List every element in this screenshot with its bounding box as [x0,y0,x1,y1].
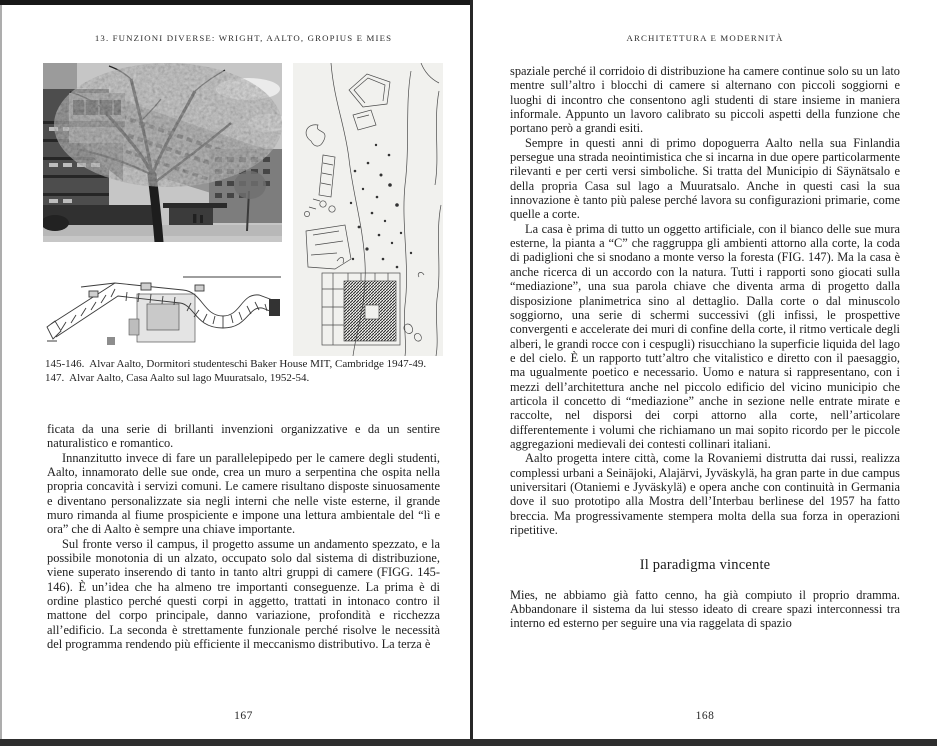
section-heading: Il paradigma vincente [639,557,771,574]
paragraph: Innanzitutto invece di fare un parallelepipedo per le camere degli studenti, Aalto, innamorato delle sue onde, crea un muro a serpentina che ospita nella propria concavità i servizi comuni. Le camere risultano disposte sinuosamente e diventano personalizzate sia negli interni che nelle viste esterne, il grande muro rimanda al fiume prospiciente e impone una lettura ambientale del “lì e ora” che di Aalto è sempre una chiave importante. [47,450,440,537]
page-number-right: 168 [695,710,715,722]
page-number-left: 167 [234,710,253,722]
figure-muuratsalo-site-plan [293,63,443,356]
caption-fig-147: 147. Alvar Aalto, Casa Aalto sul lago Muuratsalo, 1952-54. [45,371,310,384]
paragraph: ficata da una serie di brillanti invenzioni organizzative e da un sentire naturalistico e romantico. [47,422,440,451]
paragraph: spaziale perché il corridoio di distribuzione ha camere continue solo su un lato mentre sull’altro i blocchi di camere si alternano con piccoli soggiorni e luoghi di incontro che consentono agli studenti di stare insieme in maniera informale. Appunto un lavoro calibrato su piccoli aspetti della funzione che portano però a grandi esiti. [510,64,900,136]
paragraph: Aalto progetta intere città, come la Rovaniemi distrutta dai russi, realizza complessi urbani a Seinäjoki, Alajärvi, Jyväskylä, ha gran parte in due campus universitari (Otaniemi e Jyväskylä) e opera anche con continuità in Germania dove il suo prototipo alla Mostra dell’Interbau berlinese del 1957 ha fatto breccia. Ma progressivamente stempera molta della sua forza in operazioni ripetitive. [510,451,900,537]
paragraph: Sempre in questi anni di primo dopoguerra Aalto nella sua Finlandia persegue una strada neointimistica che si incarna in due opere particolarmente rilevanti e per certi versi simboliche. Si tratta del Municipio di Säynätsalo e della propria Casa sul lago a Muuratsalo. Anche in questi casi la sua innovazione è tanto più palese perché lavora su configurazioni primarie, come quelle a corte. [510,135,900,222]
paragraph: Mies, ne abbiamo già fatto cenno, ha già compiuto il proprio dramma. Abbandonare il sistema da lui stesso ideato di creare spazi interconnessi tra interno ed esterno per seguire una via raggelata di spazio [510,587,900,631]
body-text-right [510,64,900,631]
running-head-book: ARCHITETTURA E MODERNITÀ [626,33,784,43]
figure-baker-house-plan [45,261,283,354]
paragraph: Sul fronte verso il campus, il progetto assume un andamento spezzato, e la possibile monotonia di un alzato, occupato solo dal sistema di distribuzione, viene superato inserendo di tanto in tanto altri gruppi di camere (FIGG. 145-146). È un’idea che ha almeno tre importanti conseguenze. La prima è di ordine plastico perché questi corpi in aggetto, trattati in intonaco contro il mattone del corpo principale, danno variazione, profondità e ricchezza all’edificio. La seconda è strettamente funzionale perché risolve le necessità del programma rendendo più efficiente il meccanismo distributivo. La terza è [47,536,440,652]
figure-captions [45,358,442,386]
page-right [473,0,937,746]
figure-baker-house-photo [43,63,282,242]
paragraph: La casa è prima di tutto un oggetto artificiale, con il bianco delle sue mura esterne, la pianta a “C” che raggruppa gli ambienti attorno alla corte, la coda di padiglioni che si snodano a monte verso la foresta (FIG. 147). Ma la casa è anche ricerca di un accordo con la natura. Tutti i rapporti sono giocati sulla “mediazione”, una sua parola chiave che diventa arma di progetto dalla disposizione planimetrica sino al dettaglio. Dalla corte o dal minuscolo soggiorno, una serie di schermi successivi (gli infissi, le prospettive convergenti e accelerate dei muri di confine della corte, il ritmo verticale degli alberi, le grandi rocce con i cespugli) risucchiano la superficie liquida del lago e del cielo. È un rapporto tutt’altro che vitalistico e diretto con il paesaggio, ma ugualmente poetico e necessario. Uomo e natura si rappresentano, con i mezzi dell’architettura anche nel piccolo edificio del vicino municipio che articola il concetto di “mediazione” anche in sezione nelle entrate mirate e raccolte, nel disporsi dei corpi attorno alla corte, nell’articolare differentemente i volumi che richiamano un mai sopito ricordo per le piccole aggregazioni medievali dei contesti collinari italiani. [510,221,900,451]
running-head-chapter: 13. FUNZIONI DIVERSE: WRIGHT, AALTO, GROPIUS E MIES [94,33,393,43]
body-text-left [47,422,440,652]
caption-figs-145-146: 145-146. Alvar Aalto, Dormitori studenteschi Baker House MIT, Cambridge 1947-49. [45,358,427,370]
